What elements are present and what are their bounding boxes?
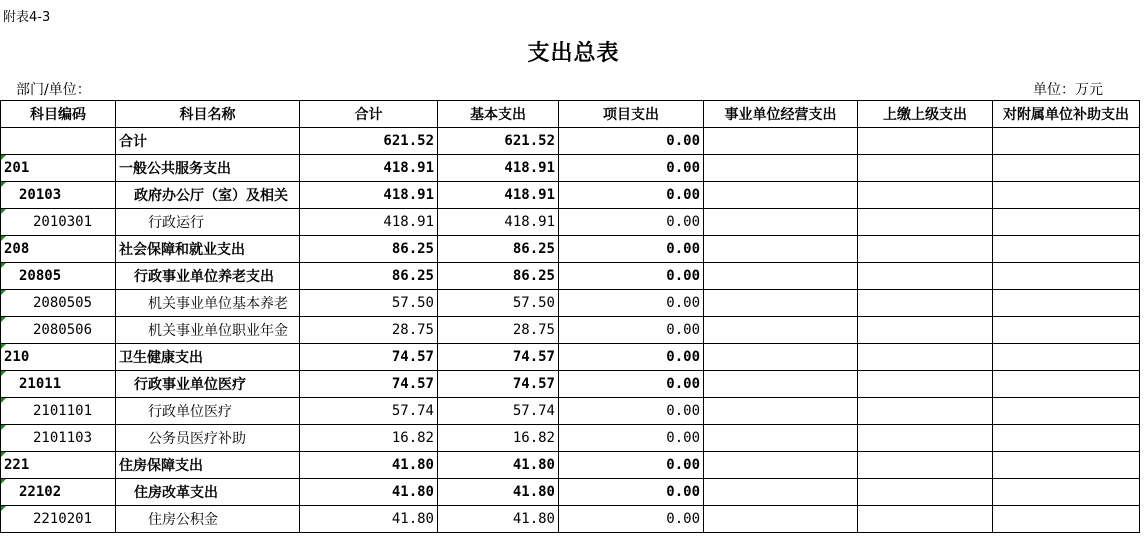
cell-project (559, 398, 704, 425)
cell-name (116, 128, 300, 155)
cell-business (704, 317, 858, 344)
cell-code-text: 2210201 (33, 511, 93, 527)
cell-basic-text: 41.80 (512, 484, 555, 500)
cell-upper (858, 371, 993, 398)
cell-marker-icon (1, 452, 6, 457)
cell-project (559, 317, 704, 344)
cell-basic-text: 621.52 (504, 133, 555, 149)
cell-subsidy (993, 209, 1140, 236)
cell-code-text: 201 (4, 160, 30, 176)
header-total: 合计 (300, 101, 438, 128)
cell-code (1, 452, 116, 479)
cell-name-text: 机关事业单位基本养老 (148, 296, 288, 312)
cell-marker-icon (1, 506, 6, 511)
cell-code (1, 182, 116, 209)
cell-project (559, 263, 704, 290)
header-business: 事业单位经营支出 (704, 101, 858, 128)
cell-code-text: 2101101 (33, 403, 93, 419)
cell-basic (438, 263, 559, 290)
cell-upper (858, 236, 993, 263)
cell-subsidy (993, 155, 1140, 182)
cell-marker-icon (1, 263, 6, 268)
cell-code-text: 208 (4, 241, 30, 257)
cell-total-text: 28.75 (391, 322, 434, 338)
cell-total (300, 290, 438, 317)
cell-subsidy (993, 425, 1140, 452)
table-row (1, 263, 1140, 290)
cell-project-text: 0.00 (666, 457, 700, 473)
cell-basic (438, 452, 559, 479)
cell-name (116, 155, 300, 182)
cell-basic-text: 418.91 (504, 214, 555, 230)
cell-code (1, 290, 116, 317)
cell-name (116, 263, 300, 290)
cell-project (559, 128, 704, 155)
cell-code-text: 20103 (19, 187, 62, 203)
cell-business (704, 155, 858, 182)
cell-name-text: 住房改革支出 (134, 485, 218, 501)
cell-project (559, 236, 704, 263)
cell-project-text: 0.00 (666, 430, 700, 446)
page-title: 支出总表 (527, 41, 620, 66)
cell-upper (858, 344, 993, 371)
cell-basic-text: 41.80 (512, 457, 555, 473)
cell-subsidy (993, 506, 1140, 533)
cell-name-text: 公务员医疗补助 (148, 431, 246, 447)
cell-name (116, 344, 300, 371)
cell-project-text: 0.00 (666, 160, 700, 176)
cell-name (116, 371, 300, 398)
cell-total-text: 418.91 (383, 187, 434, 203)
cell-total (300, 452, 438, 479)
cell-name (116, 398, 300, 425)
cell-total-text: 418.91 (383, 214, 434, 230)
cell-subsidy (993, 344, 1140, 371)
cell-marker-icon (1, 236, 6, 241)
cell-basic-text: 74.57 (512, 349, 555, 365)
cell-code (1, 263, 116, 290)
cell-total (300, 506, 438, 533)
cell-upper (858, 398, 993, 425)
cell-total-text: 57.74 (391, 403, 434, 419)
cell-marker-icon (1, 290, 6, 295)
cell-basic-text: 418.91 (504, 160, 555, 176)
cell-basic-text: 28.75 (512, 322, 555, 338)
cell-code-text: 21011 (19, 376, 62, 392)
cell-project (559, 155, 704, 182)
cell-total-text: 74.57 (391, 376, 434, 392)
attachment-label: 附表4-3 (3, 10, 51, 25)
table-row (1, 317, 1140, 344)
cell-project-text: 0.00 (666, 187, 700, 203)
cell-project (559, 425, 704, 452)
table-row (1, 398, 1140, 425)
cell-code-text: 2010301 (33, 214, 93, 230)
cell-total-text: 621.52 (383, 133, 434, 149)
cell-business (704, 209, 858, 236)
expenditure-table (0, 100, 1140, 533)
table-header-row (1, 101, 1140, 128)
cell-subsidy (993, 290, 1140, 317)
cell-upper (858, 479, 993, 506)
cell-marker-icon (1, 209, 6, 214)
cell-name (116, 479, 300, 506)
cell-name-text: 住房公积金 (148, 512, 218, 528)
cell-business (704, 479, 858, 506)
cell-project (559, 344, 704, 371)
cell-basic (438, 344, 559, 371)
cell-upper (858, 317, 993, 344)
cell-code (1, 425, 116, 452)
cell-basic (438, 398, 559, 425)
cell-business (704, 452, 858, 479)
cell-name (116, 506, 300, 533)
cell-project-text: 0.00 (666, 214, 700, 230)
cell-name (116, 236, 300, 263)
cell-name-text: 社会保障和就业支出 (119, 242, 245, 258)
table-row (1, 344, 1140, 371)
cell-basic-text: 57.74 (512, 403, 555, 419)
cell-name-text: 行政运行 (148, 215, 204, 231)
cell-basic-text: 16.82 (512, 430, 555, 446)
cell-business (704, 425, 858, 452)
cell-basic-text: 86.25 (512, 241, 555, 257)
cell-business (704, 236, 858, 263)
cell-marker-icon (1, 371, 6, 376)
header-basic: 基本支出 (438, 101, 559, 128)
header-project: 项目支出 (559, 101, 704, 128)
table-row (1, 506, 1140, 533)
cell-code (1, 236, 116, 263)
table-row (1, 452, 1140, 479)
cell-business (704, 290, 858, 317)
cell-name-text: 合计 (119, 134, 147, 150)
cell-total-text: 418.91 (383, 160, 434, 176)
cell-project-text: 0.00 (666, 133, 700, 149)
cell-subsidy (993, 263, 1140, 290)
cell-code (1, 398, 116, 425)
cell-basic-text: 57.50 (512, 295, 555, 311)
cell-project-text: 0.00 (666, 376, 700, 392)
cell-code (1, 209, 116, 236)
cell-basic (438, 479, 559, 506)
cell-marker-icon (1, 344, 6, 349)
cell-project-text: 0.00 (666, 511, 700, 527)
table-row (1, 425, 1140, 452)
cell-name-text: 行政事业单位医疗 (134, 377, 246, 393)
cell-total-text: 74.57 (391, 349, 434, 365)
cell-marker-icon (1, 398, 6, 403)
header-code: 科目编码 (1, 101, 116, 128)
cell-project-text: 0.00 (666, 241, 700, 257)
cell-marker-icon (1, 425, 6, 430)
department-label: 部门/单位： (16, 82, 91, 98)
table-row (1, 209, 1140, 236)
cell-project-text: 0.00 (666, 349, 700, 365)
header-upper: 上缴上级支出 (858, 101, 993, 128)
cell-project (559, 506, 704, 533)
cell-total (300, 128, 438, 155)
cell-total (300, 398, 438, 425)
cell-project (559, 182, 704, 209)
cell-project (559, 371, 704, 398)
cell-total (300, 317, 438, 344)
cell-total-text: 41.80 (391, 511, 434, 527)
cell-subsidy (993, 236, 1140, 263)
cell-business (704, 371, 858, 398)
cell-basic-text: 86.25 (512, 268, 555, 284)
cell-code-text: 22102 (19, 484, 62, 500)
cell-marker-icon (1, 182, 6, 187)
cell-business (704, 128, 858, 155)
cell-basic (438, 236, 559, 263)
cell-business (704, 344, 858, 371)
cell-total-text: 57.50 (391, 295, 434, 311)
cell-subsidy (993, 128, 1140, 155)
cell-business (704, 506, 858, 533)
cell-project (559, 209, 704, 236)
cell-total (300, 425, 438, 452)
cell-total (300, 182, 438, 209)
cell-code-text: 20805 (19, 268, 62, 284)
cell-marker-icon (1, 155, 6, 160)
cell-code-text: 2080506 (33, 322, 93, 338)
cell-basic-text: 74.57 (512, 376, 555, 392)
cell-code (1, 317, 116, 344)
cell-total-text: 16.82 (391, 430, 434, 446)
cell-total (300, 155, 438, 182)
table-row (1, 290, 1140, 317)
cell-total-text: 86.25 (391, 241, 434, 257)
cell-basic (438, 506, 559, 533)
cell-project (559, 452, 704, 479)
cell-name-text: 一般公共服务支出 (119, 161, 231, 177)
cell-name-text: 卫生健康支出 (119, 350, 203, 366)
unit-label: 单位：万元 (1033, 82, 1103, 98)
cell-project-text: 0.00 (666, 322, 700, 338)
cell-project-text: 0.00 (666, 403, 700, 419)
cell-code-text: 210 (4, 349, 30, 365)
cell-upper (858, 209, 993, 236)
cell-project (559, 479, 704, 506)
cell-code (1, 344, 116, 371)
cell-upper (858, 452, 993, 479)
cell-code (1, 371, 116, 398)
cell-code (1, 128, 116, 155)
cell-marker-icon (1, 479, 6, 484)
header-name: 科目名称 (116, 101, 300, 128)
cell-subsidy (993, 479, 1140, 506)
cell-name-text: 机关事业单位职业年金 (148, 323, 288, 339)
cell-basic (438, 425, 559, 452)
cell-code (1, 479, 116, 506)
cell-marker-icon (1, 317, 6, 322)
cell-subsidy (993, 398, 1140, 425)
cell-basic-text: 41.80 (512, 511, 555, 527)
cell-total (300, 263, 438, 290)
cell-upper (858, 263, 993, 290)
cell-name (116, 182, 300, 209)
cell-project (559, 290, 704, 317)
cell-business (704, 398, 858, 425)
cell-basic (438, 155, 559, 182)
cell-upper (858, 128, 993, 155)
cell-name-text: 住房保障支出 (119, 458, 203, 474)
cell-name (116, 452, 300, 479)
cell-total-text: 41.80 (391, 457, 434, 473)
cell-basic (438, 290, 559, 317)
cell-subsidy (993, 182, 1140, 209)
cell-business (704, 182, 858, 209)
cell-code (1, 506, 116, 533)
cell-name-text: 行政事业单位养老支出 (134, 269, 274, 285)
cell-total (300, 371, 438, 398)
cell-name (116, 290, 300, 317)
cell-name-text: 行政单位医疗 (148, 404, 232, 420)
cell-total-text: 41.80 (391, 484, 434, 500)
cell-total (300, 479, 438, 506)
cell-code-text: 2101103 (33, 430, 93, 446)
cell-name (116, 209, 300, 236)
table-row (1, 155, 1140, 182)
cell-upper (858, 155, 993, 182)
cell-name (116, 317, 300, 344)
cell-subsidy (993, 452, 1140, 479)
cell-project-text: 0.00 (666, 268, 700, 284)
cell-basic (438, 182, 559, 209)
cell-total (300, 209, 438, 236)
cell-basic (438, 317, 559, 344)
cell-code (1, 155, 116, 182)
cell-basic (438, 209, 559, 236)
cell-total (300, 344, 438, 371)
cell-upper (858, 506, 993, 533)
cell-basic (438, 128, 559, 155)
cell-project-text: 0.00 (666, 295, 700, 311)
table-row (1, 479, 1140, 506)
cell-code-text: 2080505 (33, 295, 93, 311)
table-row (1, 182, 1140, 209)
cell-total-text: 86.25 (391, 268, 434, 284)
table-row (1, 236, 1140, 263)
cell-code-text: 221 (4, 457, 30, 473)
cell-name (116, 425, 300, 452)
cell-project-text: 0.00 (666, 484, 700, 500)
cell-subsidy (993, 317, 1140, 344)
cell-name-text: 政府办公厅（室）及相关 (134, 188, 288, 204)
cell-basic-text: 418.91 (504, 187, 555, 203)
cell-subsidy (993, 371, 1140, 398)
table-row (1, 371, 1140, 398)
cell-upper (858, 425, 993, 452)
cell-upper (858, 182, 993, 209)
cell-business (704, 263, 858, 290)
cell-upper (858, 290, 993, 317)
cell-basic (438, 371, 559, 398)
header-subsidy: 对附属单位补助支出 (993, 101, 1140, 128)
table-row (1, 128, 1140, 155)
cell-total (300, 236, 438, 263)
